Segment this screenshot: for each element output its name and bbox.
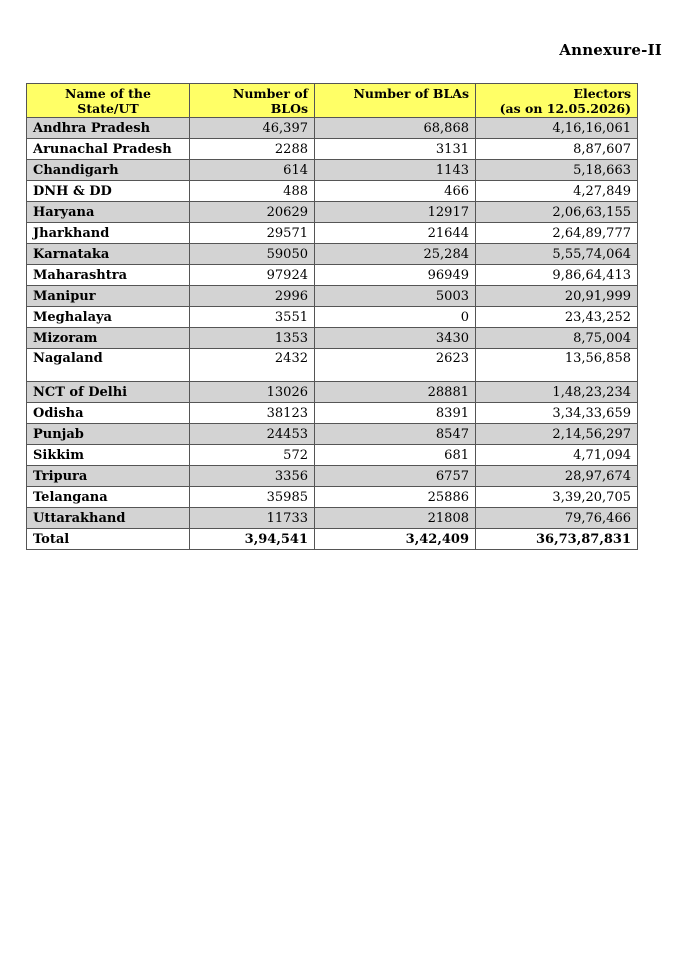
blas-cell: 3131: [315, 139, 476, 160]
blos-cell: 2996: [190, 286, 315, 307]
blos-cell: 3356: [190, 466, 315, 487]
blas-cell: 28881: [315, 382, 476, 403]
blos-cell: 97924: [190, 265, 315, 286]
electors-cell: 3,34,33,659: [476, 403, 638, 424]
total-electors: 36,73,87,831: [476, 529, 638, 550]
table-row: [27, 466, 638, 487]
electors-cell: 1,48,23,234: [476, 382, 638, 403]
state-name-cell: NCT of Delhi: [27, 382, 190, 403]
table-row: [27, 445, 638, 466]
blos-cell: 29571: [190, 223, 315, 244]
state-name-cell: Arunachal Pradesh: [27, 139, 190, 160]
blos-cell: 614: [190, 160, 315, 181]
table-row: [27, 286, 638, 307]
blos-cell: 20629: [190, 202, 315, 223]
table-row: [27, 328, 638, 349]
blos-cell: 38123: [190, 403, 315, 424]
electors-cell: 4,71,094: [476, 445, 638, 466]
electors-cell: 2,64,89,777: [476, 223, 638, 244]
blos-cell: 2288: [190, 139, 315, 160]
state-name-cell: Haryana: [27, 202, 190, 223]
state-name-cell: Punjab: [27, 424, 190, 445]
blos-cell: 2432: [190, 349, 315, 382]
blas-cell: 21644: [315, 223, 476, 244]
blos-cell: 35985: [190, 487, 315, 508]
total-blos: 3,94,541: [190, 529, 315, 550]
state-name-cell: Karnataka: [27, 244, 190, 265]
state-name-cell: Telangana: [27, 487, 190, 508]
header-blos-text: Number of BLOs: [232, 86, 308, 116]
electors-cell: 4,27,849: [476, 181, 638, 202]
blos-cell: 488: [190, 181, 315, 202]
electors-cell: 5,18,663: [476, 160, 638, 181]
blos-cell: 3551: [190, 307, 315, 328]
blos-cell: 59050: [190, 244, 315, 265]
state-name-cell: Maharashtra: [27, 265, 190, 286]
header-electors-text: Electors (as on 12.05.2026): [499, 86, 631, 116]
blas-cell: 6757: [315, 466, 476, 487]
header-state-name-text: Name of the State/UT: [65, 86, 151, 116]
state-name-cell: Meghalaya: [27, 307, 190, 328]
table-header-row: [27, 84, 638, 118]
state-name-cell: Odisha: [27, 403, 190, 424]
table-row: [27, 349, 638, 382]
table-row: [27, 265, 638, 286]
table-row: [27, 118, 638, 139]
blos-cell: 11733: [190, 508, 315, 529]
table-row: [27, 487, 638, 508]
blas-cell: 25,284: [315, 244, 476, 265]
electors-cell: 20,91,999: [476, 286, 638, 307]
electors-cell: 5,55,74,064: [476, 244, 638, 265]
blas-cell: 8547: [315, 424, 476, 445]
blos-cell: 1353: [190, 328, 315, 349]
table-row: [27, 202, 638, 223]
electors-cell: 13,56,858: [476, 349, 638, 382]
total-row: [27, 529, 638, 550]
table-row: [27, 139, 638, 160]
annexure-heading: Annexure-II: [559, 41, 662, 59]
blas-cell: 0: [315, 307, 476, 328]
state-name-cell: Uttarakhand: [27, 508, 190, 529]
electors-cell: 9,86,64,413: [476, 265, 638, 286]
state-name-cell: Sikkim: [27, 445, 190, 466]
header-state-name: [27, 84, 190, 118]
table-row: [27, 382, 638, 403]
electors-cell: 2,14,56,297: [476, 424, 638, 445]
state-name-cell: Tripura: [27, 466, 190, 487]
blas-cell: 681: [315, 445, 476, 466]
blas-cell: 96949: [315, 265, 476, 286]
blas-cell: 5003: [315, 286, 476, 307]
table-row: [27, 244, 638, 265]
state-name-cell: Chandigarh: [27, 160, 190, 181]
blas-cell: 12917: [315, 202, 476, 223]
electors-cell: 8,75,004: [476, 328, 638, 349]
electors-cell: 3,39,20,705: [476, 487, 638, 508]
blas-cell: 8391: [315, 403, 476, 424]
table-row: [27, 160, 638, 181]
blos-cell: 46,397: [190, 118, 315, 139]
table-row: [27, 424, 638, 445]
blas-cell: 21808: [315, 508, 476, 529]
total-label: Total: [27, 529, 190, 550]
state-name-cell: DNH & DD: [27, 181, 190, 202]
state-name-cell: Nagaland: [27, 349, 190, 382]
blos-cell: 13026: [190, 382, 315, 403]
total-blas: 3,42,409: [315, 529, 476, 550]
blas-cell: 3430: [315, 328, 476, 349]
header-electors: [476, 84, 638, 118]
state-name-cell: Mizoram: [27, 328, 190, 349]
electors-cell: 28,97,674: [476, 466, 638, 487]
table-row: [27, 403, 638, 424]
electors-cell: 79,76,466: [476, 508, 638, 529]
table-row: [27, 223, 638, 244]
blos-cell: 24453: [190, 424, 315, 445]
electors-cell: 23,43,252: [476, 307, 638, 328]
table-body: [27, 118, 638, 529]
header-blas-text: Number of BLAs: [353, 86, 469, 101]
blas-cell: 1143: [315, 160, 476, 181]
electors-cell: 2,06,63,155: [476, 202, 638, 223]
blas-cell: 25886: [315, 487, 476, 508]
state-name-cell: Andhra Pradesh: [27, 118, 190, 139]
state-name-cell: Manipur: [27, 286, 190, 307]
electors-table: [26, 83, 638, 550]
header-blas: [315, 84, 476, 118]
table-row: [27, 181, 638, 202]
state-name-cell: Jharkhand: [27, 223, 190, 244]
blas-cell: 2623: [315, 349, 476, 382]
blas-cell: 466: [315, 181, 476, 202]
table-row: [27, 508, 638, 529]
table-row: [27, 307, 638, 328]
electors-cell: 4,16,16,061: [476, 118, 638, 139]
header-blos: [190, 84, 315, 118]
blos-cell: 572: [190, 445, 315, 466]
blas-cell: 68,868: [315, 118, 476, 139]
electors-cell: 8,87,607: [476, 139, 638, 160]
